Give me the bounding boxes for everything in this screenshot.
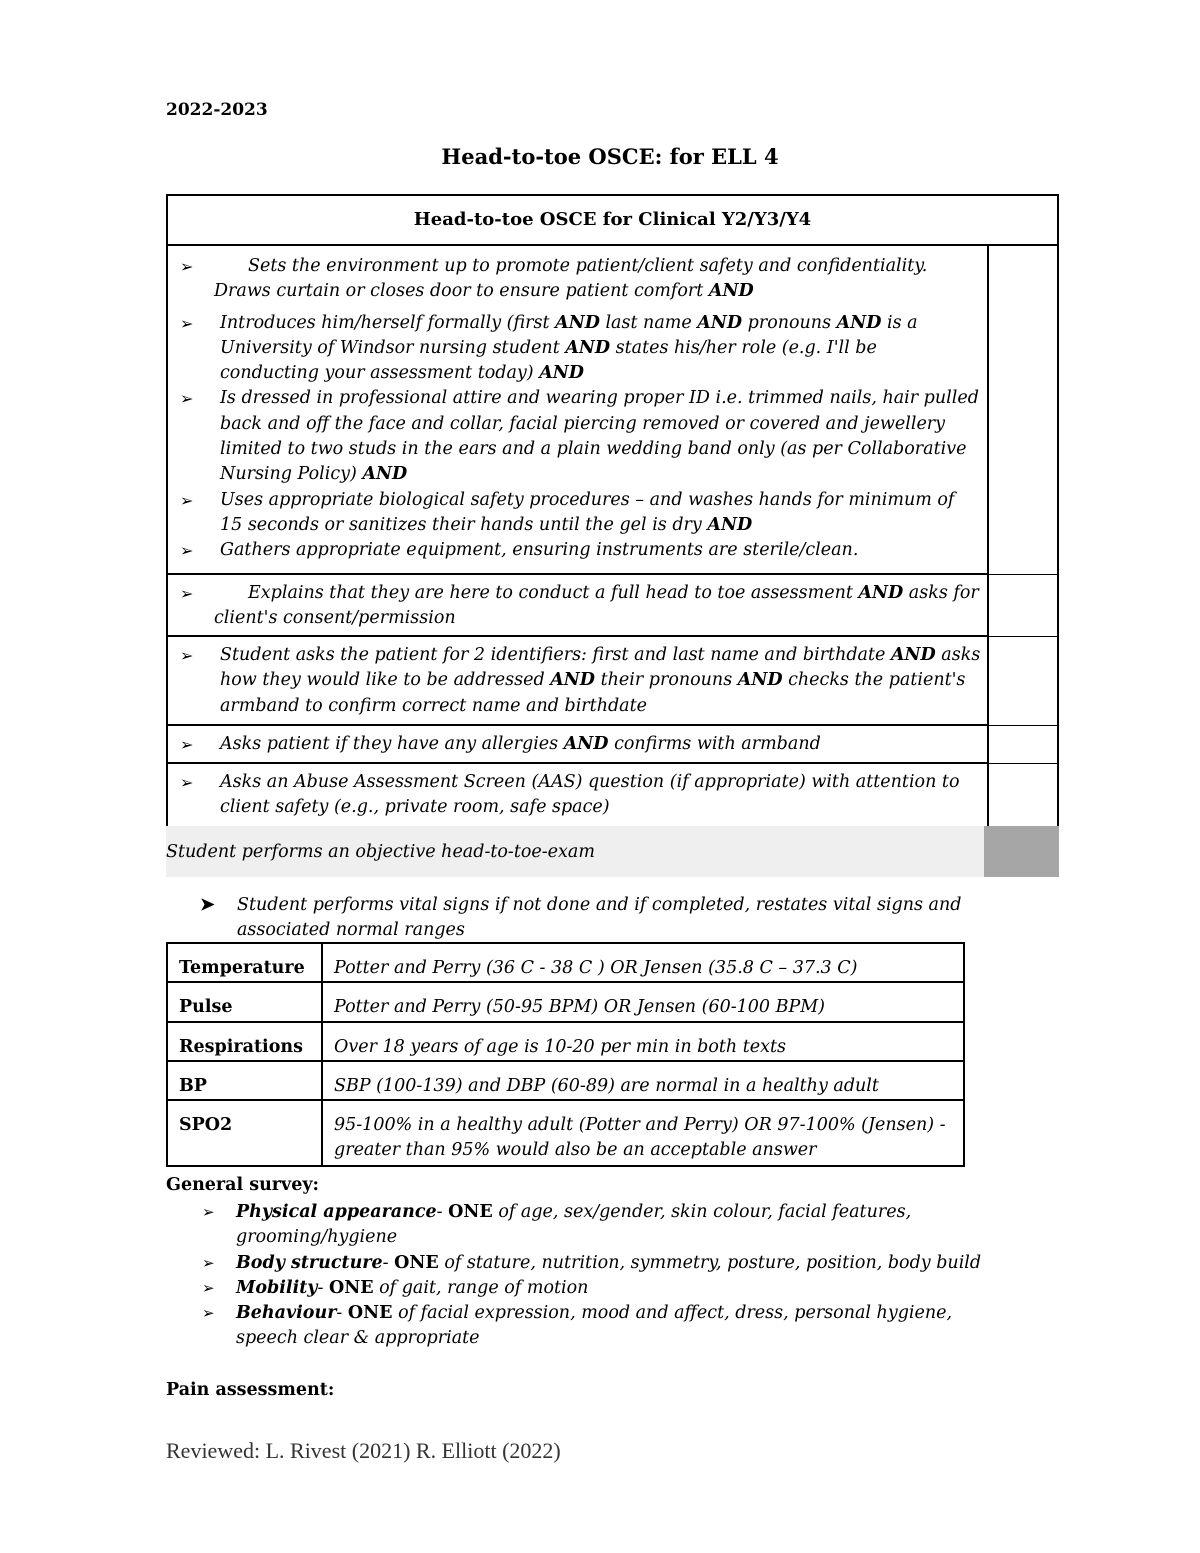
and-label: AND bbox=[563, 734, 609, 754]
survey-term: Mobility bbox=[236, 1277, 318, 1298]
vital-label: Pulse bbox=[167, 982, 322, 1021]
arrowhead-bullet-icon: ➢ bbox=[202, 1253, 215, 1272]
arrow-bullet-icon: ➢ bbox=[180, 257, 194, 276]
arrowhead-bullet-icon: ➢ bbox=[202, 1278, 215, 1297]
setup-item-4: Uses appropriate biological safety procedures – and washes hands for minimum of 15 seconds or sanitizes their hands until the gel is dry bbox=[220, 489, 955, 535]
table-row bbox=[167, 943, 964, 982]
osce-checklist-table bbox=[166, 194, 1059, 828]
vital-signs-intro bbox=[200, 893, 980, 944]
checkbox-cell[interactable] bbox=[988, 636, 1058, 725]
review-footer: Reviewed: L. Rivest (2021) R. Elliott (2022) bbox=[166, 1438, 561, 1463]
setup-item-2-e: states his/her role (e.g. I'll be conducting your assessment today) bbox=[220, 337, 877, 384]
vital-value: SBP (100-139) and DBP (60-89) are normal in a healthy adult bbox=[322, 1061, 964, 1100]
general-survey-title: General survey: bbox=[166, 1175, 319, 1195]
setup-item-5: Gathers appropriate equipment, ensuring instruments are sterile/clean. bbox=[220, 540, 859, 561]
and-label: AND bbox=[539, 363, 584, 384]
list-item: ➢ Mobility- ONE of gait, range of motion bbox=[166, 1276, 996, 1301]
pain-assessment-title: Pain assessment: bbox=[166, 1380, 335, 1400]
setup-item-2-d: is a University of Windsor nursing student bbox=[220, 312, 918, 358]
arrow-bullet-icon: ➢ bbox=[180, 389, 194, 409]
survey-term: Physical appearance bbox=[236, 1202, 437, 1222]
allergies-b: confirms with armband bbox=[614, 734, 821, 754]
setup-item-3: Is dressed in professional attire and wearing proper ID i.e. trimmed nails, hair pulled back and off the face and collar, facial piercing removed or covered and jewellery limited to two studs in the ears and a plain wedding band only (as per Collaborative Nursing Policy) bbox=[220, 388, 979, 485]
general-survey-list bbox=[166, 1200, 996, 1352]
survey-term: Body structure bbox=[236, 1252, 383, 1273]
list-item: ➢ Physical appearance- ONE of age, sex/gender, skin colour, facial features, grooming/hygiene bbox=[202, 1202, 912, 1248]
arrow-bullet-icon: ➤ bbox=[200, 895, 215, 915]
arrow-bullet-icon: ➢ bbox=[180, 646, 194, 665]
arrow-bullet-icon: ➢ bbox=[180, 773, 194, 792]
survey-detail: of stature, nutrition, symmetry, posture, position, body build bbox=[444, 1252, 982, 1273]
table-row bbox=[167, 1061, 964, 1100]
arrowhead-bullet-icon: ➢ bbox=[202, 1304, 215, 1323]
identifiers-c: their pronouns bbox=[600, 670, 733, 691]
consent-line-1b: asks for bbox=[908, 583, 979, 603]
identifiers-d: checks the patient's armband to confirm correct name and birthdate bbox=[220, 670, 966, 716]
list-item: ➢ Body structure- ONE of stature, nutrition, symmetry, posture, position, body build bbox=[166, 1251, 996, 1276]
vital-value: 95-100% in a healthy adult (Potter and Perry) OR 97-100% (Jensen) -greater than 95% would also be an acceptable answer bbox=[322, 1100, 964, 1166]
table-row bbox=[167, 982, 964, 1021]
abuse-screen-text: Asks an Abuse Assessment Screen (AAS) question (if appropriate) with attention to client safety (e.g., private room, safe space) bbox=[220, 772, 960, 818]
table-row bbox=[167, 1022, 964, 1061]
survey-detail: of facial expression, mood and affect, dress, personal hygiene, speech clear & appropriate bbox=[236, 1303, 953, 1349]
setup-item-1-line2: Draws curtain or closes door to ensure patient comfort bbox=[214, 281, 704, 302]
survey-one: ONE bbox=[394, 1252, 439, 1273]
vital-value: Over 18 years of age is 10-20 per min in both texts bbox=[322, 1022, 964, 1061]
arrowhead-bullet-icon: ➢ bbox=[202, 1203, 215, 1221]
and-label: AND bbox=[362, 464, 408, 485]
survey-one: ONE bbox=[448, 1202, 493, 1222]
arrow-bullet-icon: ➢ bbox=[180, 490, 194, 510]
document-title: Head-to-toe OSCE: for ELL 4 bbox=[441, 144, 779, 169]
allergies-a: Asks patient if they have any allergies bbox=[220, 734, 559, 754]
survey-term: Behaviour bbox=[236, 1303, 337, 1324]
arrow-bullet-icon: ➢ bbox=[180, 541, 194, 561]
checklist-row-allergies bbox=[167, 725, 988, 763]
and-label: AND bbox=[550, 670, 595, 691]
and-label: AND bbox=[858, 583, 904, 603]
checklist-row-identifiers bbox=[167, 636, 988, 725]
and-label: AND bbox=[737, 670, 783, 691]
vital-label: Respirations bbox=[167, 1022, 322, 1061]
survey-detail: of age, sex/gender, skin colour, facial features, grooming/hygiene bbox=[236, 1202, 912, 1248]
consent-line-2: client's consent/permission bbox=[214, 608, 456, 629]
objective-exam-text: Student performs an objective head-to-toe-exam bbox=[166, 842, 595, 862]
and-label: AND bbox=[555, 312, 600, 333]
checklist-row-consent bbox=[167, 574, 988, 636]
checklist-row-setup bbox=[167, 245, 988, 574]
vital-label: BP bbox=[167, 1061, 322, 1100]
vital-value: Potter and Perry (36 C - 38 C ) OR Jensen (35.8 C – 37.3 C) bbox=[322, 943, 964, 982]
checkbox-cell[interactable] bbox=[988, 763, 1058, 827]
vital-label: Temperature bbox=[167, 943, 322, 982]
objective-exam-score-box bbox=[984, 826, 1059, 877]
consent-line-1: Explains that they are here to conduct a full head to toe assessment bbox=[248, 583, 853, 603]
setup-item-2-a: Introduces him/herself formally (first bbox=[220, 312, 550, 333]
checkbox-cell[interactable] bbox=[988, 574, 1058, 636]
vital-label: SPO2 bbox=[167, 1100, 322, 1166]
document-year: 2022-2023 bbox=[166, 100, 268, 120]
survey-one: ONE bbox=[347, 1303, 393, 1324]
table-heading: Head-to-toe OSCE for Clinical Y2/Y3/Y4 bbox=[167, 195, 1058, 245]
setup-item-2-c: pronouns bbox=[747, 312, 832, 333]
survey-one: ONE bbox=[328, 1277, 374, 1298]
and-label: AND bbox=[565, 337, 611, 358]
vital-value: Potter and Perry (50-95 BPM) OR Jensen (60-100 BPM) bbox=[322, 982, 964, 1021]
setup-item-2-b: last name bbox=[605, 312, 692, 333]
table-row bbox=[167, 1100, 964, 1166]
and-label: AND bbox=[708, 281, 754, 302]
checkbox-cell[interactable] bbox=[988, 245, 1058, 574]
and-label: AND bbox=[707, 514, 753, 535]
identifiers-a: Student asks the patient for 2 identifiers: first and last name and birthdate bbox=[220, 645, 886, 665]
arrow-bullet-icon: ➢ bbox=[180, 584, 194, 603]
arrow-bullet-icon: ➢ bbox=[180, 735, 194, 754]
and-label: AND bbox=[697, 312, 743, 333]
and-label: AND bbox=[890, 645, 936, 665]
setup-item-1-line1: Sets the environment up to promote patient/client safety and confidentiality. bbox=[248, 256, 928, 276]
vital-signs-intro-text: Student performs vital signs if not done and if completed, restates vital signs and associated normal ranges bbox=[237, 895, 962, 941]
identifiers-b: asks how they would like to be addressed bbox=[220, 645, 981, 691]
list-item: ➢ Behaviour- ONE of facial expression, mood and affect, dress, personal hygiene, speech clear & appropriate bbox=[202, 1303, 953, 1349]
vital-signs-table bbox=[166, 942, 965, 1167]
and-label: AND bbox=[836, 312, 882, 333]
checkbox-cell[interactable] bbox=[988, 725, 1058, 763]
arrow-bullet-icon: ➢ bbox=[180, 313, 194, 333]
survey-detail: of gait, range of motion bbox=[379, 1277, 589, 1298]
checklist-row-abuse-screen bbox=[167, 763, 988, 827]
